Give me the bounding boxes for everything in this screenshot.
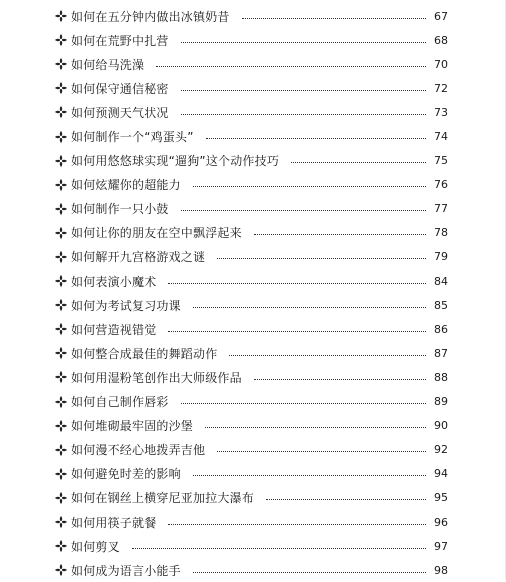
dot-leader [168,524,426,525]
dot-leader [206,138,426,139]
four-leaf-ornament-icon [54,81,68,95]
dot-leader [193,475,426,476]
four-leaf-ornament-icon [54,395,68,409]
toc-entry[interactable] [54,100,448,124]
four-leaf-ornament-icon [54,370,68,384]
four-leaf-ornament-icon [54,250,68,264]
four-leaf-ornament-icon [54,9,68,23]
dot-leader [156,66,426,67]
toc-entry-title: 如何用湿粉笔创作出大师级作品 [71,370,242,385]
dot-leader [132,548,426,549]
toc-entry[interactable] [54,293,448,317]
toc-entry-title: 如何在荒野中扎营 [71,33,169,48]
toc-entry[interactable] [54,124,448,148]
toc-entry-page-number: 76 [434,178,448,192]
toc-entry-title: 如何避免时差的影响 [71,467,181,482]
toc-entry[interactable] [54,558,448,582]
dot-leader [205,427,426,428]
toc-entry-title: 如何制作一只小鼓 [71,202,169,217]
four-leaf-ornament-icon [54,298,68,312]
toc-entry[interactable] [54,365,448,389]
toc-entry-page-number: 73 [434,105,448,119]
four-leaf-ornament-icon [54,467,68,481]
toc-entry-page-number: 85 [434,298,448,312]
four-leaf-ornament-icon [54,154,68,168]
toc-entry-page-number: 68 [434,33,448,47]
toc-entry-title: 如何剪叉 [71,539,120,554]
toc-entry[interactable] [54,269,448,293]
toc-entry-title: 如何漫不经心地拨弄吉他 [71,443,206,458]
toc-entry-title: 如何成为语言小能手 [71,563,181,578]
toc-entry-page-number: 97 [434,539,448,553]
toc-entry-title: 如何在钢丝上横穿尼亚加拉大瀑布 [71,491,255,506]
table-of-contents [54,4,448,582]
dot-leader [242,18,426,19]
toc-entry-page-number: 94 [434,467,448,481]
dot-leader [193,186,426,187]
toc-entry-page-number: 84 [434,274,448,288]
toc-entry[interactable] [54,534,448,558]
toc-entry-page-number: 86 [434,322,448,336]
dot-leader [254,234,426,235]
toc-entry-title: 如何预测天气状况 [71,105,169,120]
toc-entry-page-number: 96 [434,515,448,529]
four-leaf-ornament-icon [54,130,68,144]
toc-entry[interactable] [54,341,448,365]
toc-entry-page-number: 90 [434,419,448,433]
four-leaf-ornament-icon [54,202,68,216]
toc-entry[interactable] [54,486,448,510]
toc-entry-page-number: 92 [434,443,448,457]
four-leaf-ornament-icon [54,419,68,433]
toc-entry-title: 如何解开九宫格游戏之谜 [71,250,206,265]
toc-entry-title: 如何堆砌最牢固的沙堡 [71,419,194,434]
four-leaf-ornament-icon [54,539,68,553]
toc-entry-title: 如何保守通信秘密 [71,81,169,96]
toc-entry-title: 如何给马洗澡 [71,57,145,72]
four-leaf-ornament-icon [54,443,68,457]
toc-entry-page-number: 89 [434,395,448,409]
toc-entry-title: 如何为考试复习功课 [71,298,181,313]
dot-leader [181,42,426,43]
four-leaf-ornament-icon [54,491,68,505]
dot-leader [217,451,426,452]
toc-entry-page-number: 75 [434,154,448,168]
four-leaf-ornament-icon [54,322,68,336]
toc-entry-page-number: 88 [434,370,448,384]
toc-entry-title: 如何自己制作唇彩 [71,395,169,410]
four-leaf-ornament-icon [54,515,68,529]
four-leaf-ornament-icon [54,178,68,192]
toc-entry-page-number: 98 [434,563,448,577]
four-leaf-ornament-icon [54,346,68,360]
toc-entry[interactable] [54,149,448,173]
dot-leader [181,403,426,404]
four-leaf-ornament-icon [54,105,68,119]
toc-entry[interactable] [54,510,448,534]
toc-entry[interactable] [54,28,448,52]
four-leaf-ornament-icon [54,33,68,47]
toc-entry-title: 如何在五分钟内做出冰镇奶昔 [71,9,230,24]
toc-entry-title: 如何用筷子就餐 [71,515,157,530]
dot-leader [229,355,426,356]
toc-entry[interactable] [54,52,448,76]
toc-entry[interactable] [54,197,448,221]
four-leaf-ornament-icon [54,274,68,288]
toc-entry-page-number: 72 [434,81,448,95]
dot-leader [266,499,426,500]
toc-entry-page-number: 74 [434,130,448,144]
toc-entry[interactable] [54,414,448,438]
toc-entry-title: 如何让你的朋友在空中飘浮起来 [71,226,242,241]
toc-entry-title: 如何表演小魔术 [71,274,157,289]
toc-entry[interactable] [54,221,448,245]
dot-leader [168,283,426,284]
dot-leader [254,379,426,380]
toc-entry[interactable] [54,4,448,28]
toc-entry-title: 如何制作一个“鸡蛋头” [71,130,194,145]
toc-entry-page-number: 78 [434,226,448,240]
four-leaf-ornament-icon [54,563,68,577]
toc-entry-page-number: 87 [434,346,448,360]
toc-entry-page-number: 77 [434,202,448,216]
four-leaf-ornament-icon [54,57,68,71]
dot-leader [193,572,426,573]
toc-entry-page-number: 67 [434,9,448,23]
dot-leader [181,210,426,211]
dot-leader [181,114,426,115]
toc-entry-page-number: 95 [434,491,448,505]
dot-leader [168,331,426,332]
toc-entry[interactable] [54,173,448,197]
dot-leader [181,90,426,91]
toc-entry-title: 如何营造视错觉 [71,322,157,337]
dot-leader [193,307,426,308]
toc-entry-title: 如何整合成最佳的舞蹈动作 [71,346,218,361]
four-leaf-ornament-icon [54,226,68,240]
toc-entry-page-number: 79 [434,250,448,264]
toc-entry-page-number: 70 [434,57,448,71]
toc-entry[interactable] [54,245,448,269]
dot-leader [291,162,426,163]
toc-entry[interactable] [54,438,448,462]
toc-entry[interactable] [54,462,448,486]
toc-entry[interactable] [54,76,448,100]
dot-leader [217,258,426,259]
toc-entry[interactable] [54,317,448,341]
toc-entry-title: 如何用悠悠球实现“遛狗”这个动作技巧 [71,154,280,169]
toc-entry[interactable] [54,390,448,414]
toc-entry-title: 如何炫耀你的超能力 [71,178,181,193]
